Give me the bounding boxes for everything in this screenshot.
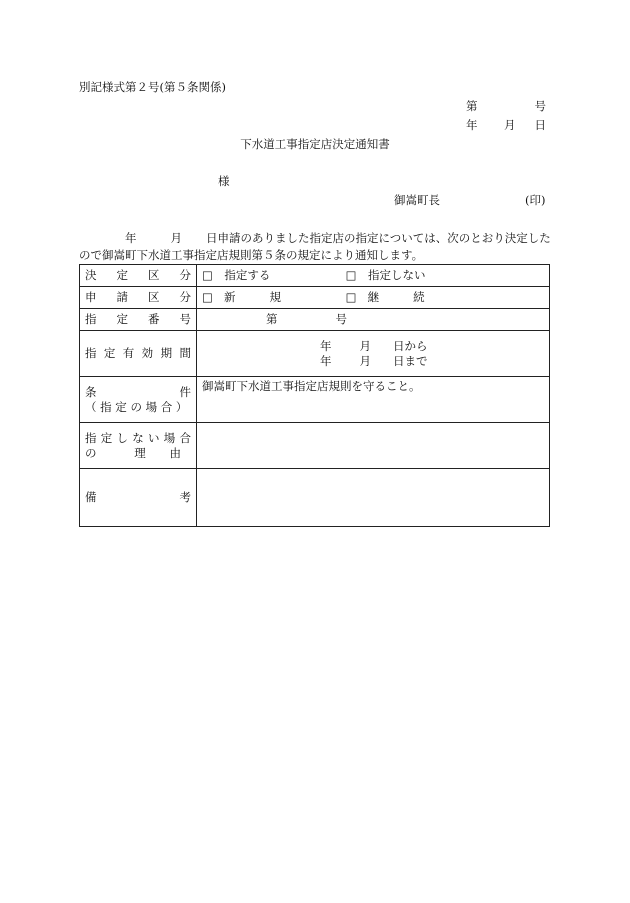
intro-line2: ので御嵩町下水道工事指定店規則第５条の規定により通知します。 bbox=[79, 248, 424, 262]
value-validity bbox=[197, 331, 550, 377]
intro-month: 月 bbox=[170, 231, 182, 245]
intro-line1: 日申請のありました指定店の指定については、次のとおり決定した bbox=[206, 231, 551, 245]
value-remarks[interactable] bbox=[197, 469, 550, 527]
row-decision bbox=[80, 265, 550, 287]
label-reason: 指 定 し な い 場 合 の 理 由 bbox=[80, 423, 197, 469]
option-continue[interactable]: □ 継 続 bbox=[345, 290, 425, 304]
option-designate[interactable]: □ 指定する bbox=[202, 268, 271, 282]
label-number: 指 定 番 号 bbox=[80, 309, 197, 331]
value-decision bbox=[197, 265, 550, 287]
row-reason bbox=[80, 423, 550, 469]
value-number bbox=[197, 309, 550, 331]
label-decision: 決 定 区 分 bbox=[80, 265, 197, 287]
seal-mark: (印) bbox=[525, 193, 546, 207]
recipient-suffix: 様 bbox=[218, 174, 230, 188]
value-reason[interactable] bbox=[197, 423, 550, 469]
decision-table bbox=[79, 264, 550, 527]
date-year: 年 bbox=[466, 118, 478, 132]
option-new[interactable]: □ 新 規 bbox=[202, 290, 281, 304]
intro-year: 年 bbox=[125, 231, 137, 245]
label-application: 申 請 区 分 bbox=[80, 287, 197, 309]
row-conditions bbox=[80, 377, 550, 423]
issuer-name: 御嵩町長 bbox=[394, 193, 440, 207]
row-application bbox=[80, 287, 550, 309]
row-number bbox=[80, 309, 550, 331]
value-application bbox=[197, 287, 550, 309]
number-field-prefix: 第 bbox=[266, 312, 278, 326]
row-remarks bbox=[80, 469, 550, 527]
label-conditions: 条 件 （ 指 定 の 場 合 ） bbox=[80, 377, 197, 423]
number-prefix: 第 bbox=[466, 99, 478, 113]
option-not-designate[interactable]: □ 指定しない bbox=[345, 268, 426, 282]
label-remarks: 備 考 bbox=[80, 469, 197, 527]
document-title: 下水道工事指定店決定通知書 bbox=[240, 137, 390, 151]
label-validity: 指 定 有 効 期 間 bbox=[80, 331, 197, 377]
value-conditions: 御嵩町下水道工事指定店規則を守ること。 bbox=[197, 377, 550, 423]
form-label: 別記様式第２号(第５条関係) bbox=[79, 80, 226, 94]
row-validity bbox=[80, 331, 550, 377]
number-suffix: 号 bbox=[534, 99, 546, 113]
number-field-suffix: 号 bbox=[335, 312, 347, 326]
validity-to: 年 月 日まで bbox=[320, 353, 428, 368]
date-month: 月 bbox=[504, 118, 516, 132]
validity-from: 年 月 日から bbox=[320, 338, 428, 353]
intro-paragraph bbox=[79, 230, 554, 264]
date-day: 日 bbox=[534, 118, 546, 132]
